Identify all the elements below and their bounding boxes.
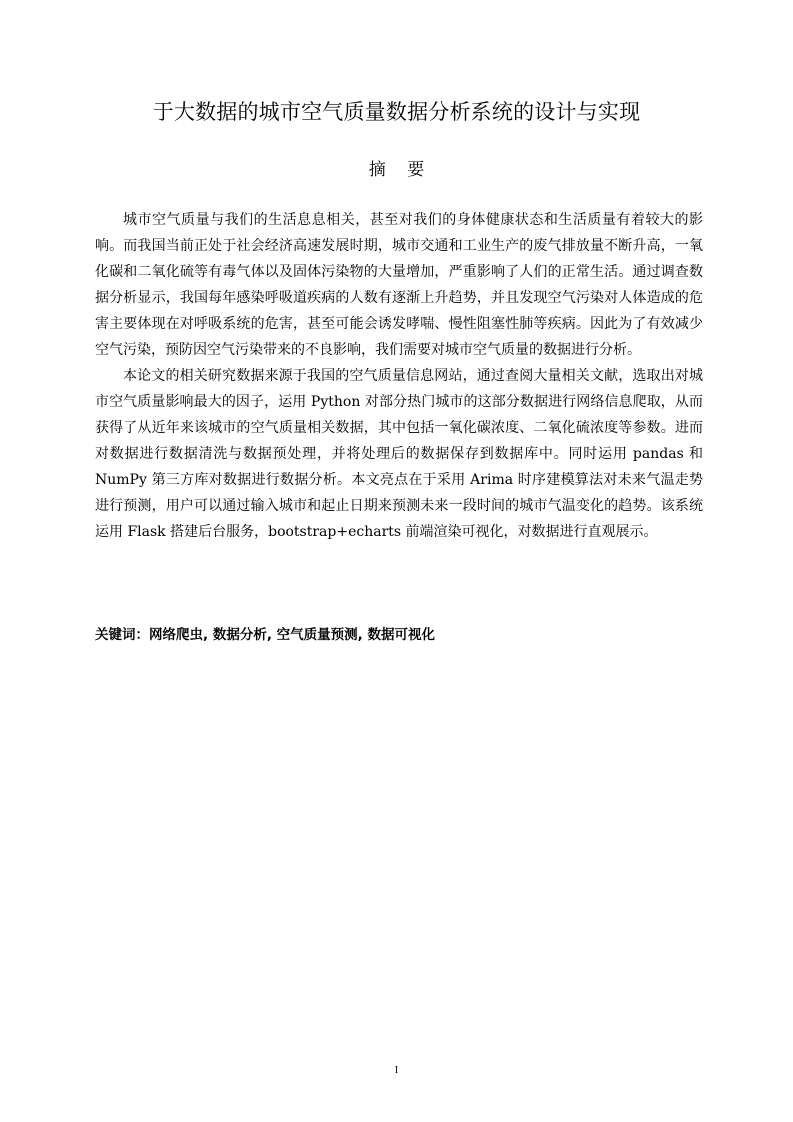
abstract-body <box>95 207 703 545</box>
abstract-paragraph-1: 城市空气质量与我们的生活息息相关，甚至对我们的身体健康状态和生活质量有着较大的影响。而我国当前正处于社会经济高速发展时期，城市交通和工业生产的废气排放量不断升高，一氧化碳和二氧化硫等有毒气体以及固体污染物的大量增加，严重影响了人们的正常生活。通过调查数据分析显示，我国每年感染呼吸道疾病的人数有逐渐上升趋势，并且发现空气污染对人体造成的危害主要体现在对呼吸系统的危害，甚至可能会诱发哮喘、慢性阻塞性肺等疾病。因此为了有效减少空气污染，预防因空气污染带来的不良影响，我们需要对城市空气质量的数据进行分析。 <box>95 212 703 358</box>
keywords: 关键词：网络爬虫, 数据分析, 空气质量预测, 数据可视化 <box>95 627 435 643</box>
abstract-heading: 摘 要 <box>368 160 433 180</box>
page-number: I <box>394 1065 399 1076</box>
abstract-paragraph-2: 本论文的相关研究数据来源于我国的空气质量信息网站，通过查阅大量相关文献，选取出对城市空气质量影响最大的因子，运用 Python 对部分热门城市的这部分数据进行网络信息爬取，从而获得了从近年来该城市的空气质量相关数据，其中包括一氧化碳浓度、二氧化硫浓度等参数。进而对数据进行数据清洗与数据预处理，并将处理后的数据保存到数据库中。同时运用 pandas 和 NumPy 第三方库对数据进行数据分析。本文亮点在于采用 Arima 时序建模算法对未来气温走势进行预测，用户可以通过输入城市和起止日期来预测未来一段时间的城市气温变化的趋势。该系统运用 Flask 搭建后台服务，bootstrap+echarts 前端渲染可视化，对数据进行直观展示。 <box>95 368 703 540</box>
document-title: 于大数据的城市空气质量数据分析系统的设计与实现 <box>152 100 641 124</box>
